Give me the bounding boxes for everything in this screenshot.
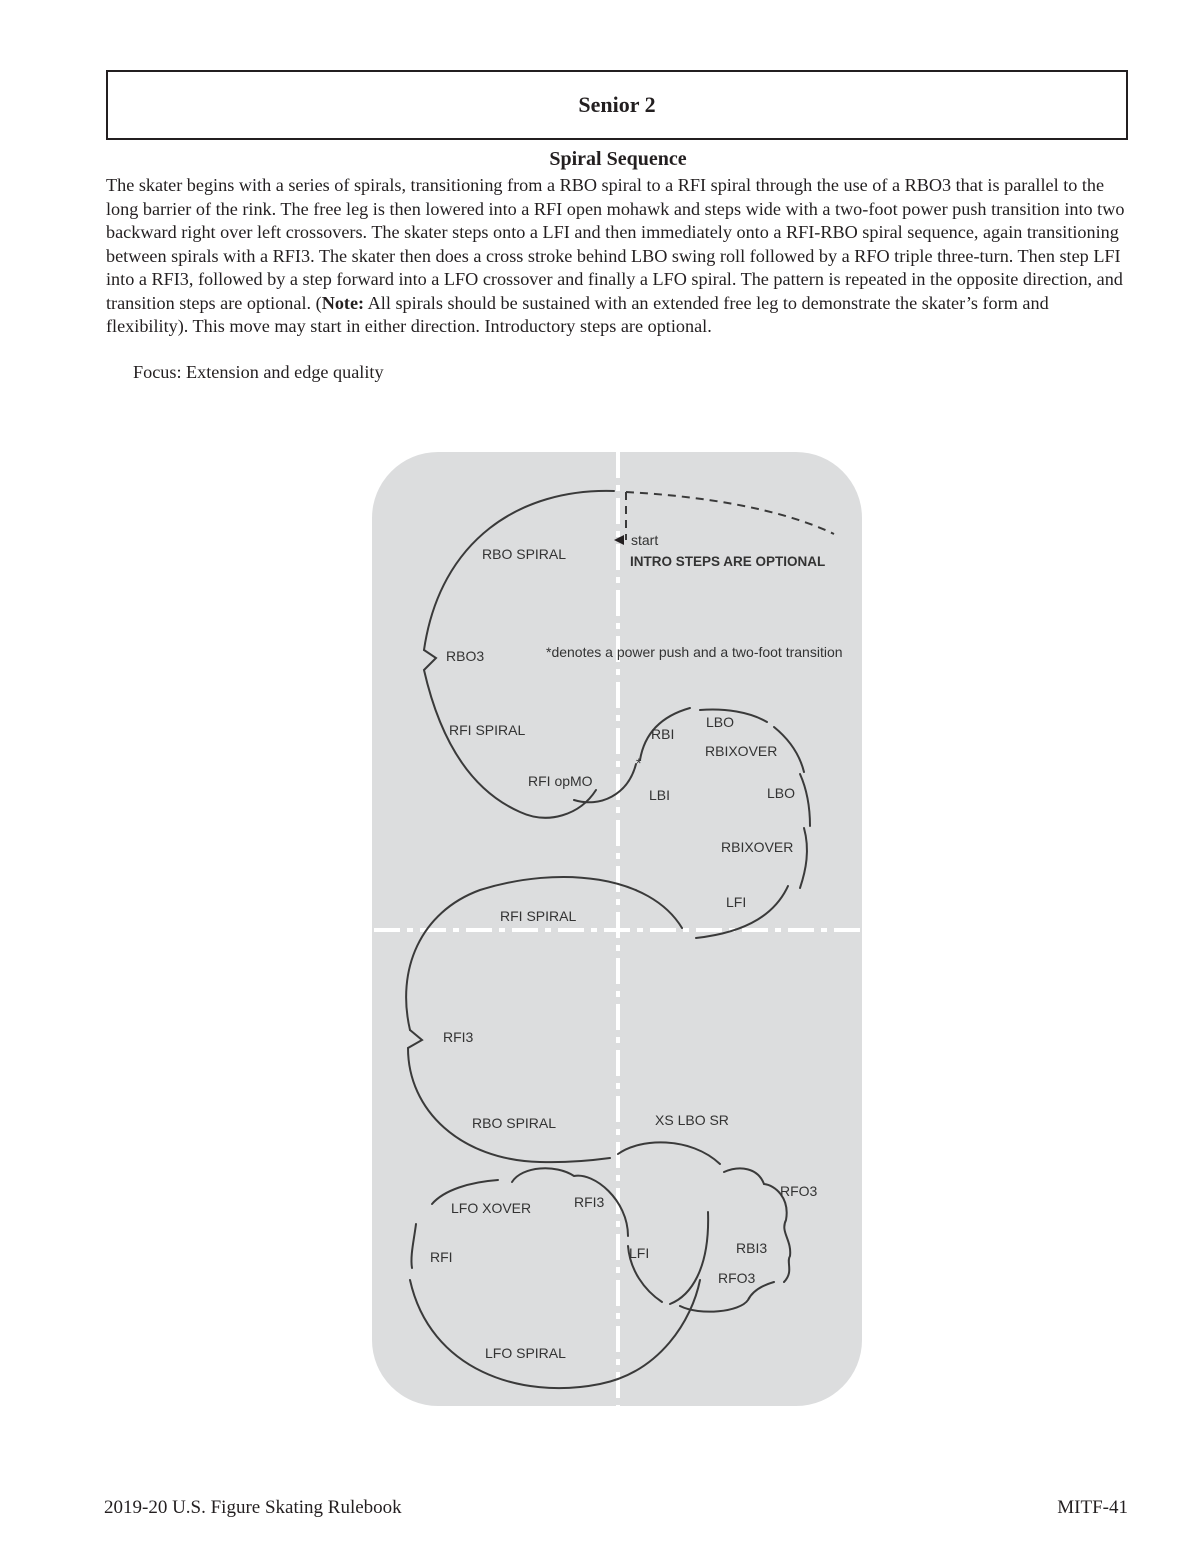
rbi3-curve: [680, 1282, 774, 1312]
label-rbi3: RBI3: [736, 1240, 768, 1256]
label-asterisk-note: *denotes a power push and a two-foot transition: [546, 644, 843, 660]
label-lbo-mid: LBO: [767, 785, 796, 801]
label-rbo-spiral-top: RBO SPIRAL: [482, 546, 567, 562]
label-lfo-spiral: LFO SPIRAL: [485, 1345, 566, 1361]
label-rbo3: RBO3: [446, 648, 485, 664]
body-text-part2: All spirals should be sustained with an extended free leg to demonstrate the skater’s form and flexibility). This move may start in either direction. Introductory steps are optional.: [106, 292, 1049, 336]
label-rfi-spiral-mid: RFI SPIRAL: [500, 908, 577, 924]
lbo-mid-curve: [800, 774, 810, 826]
intro-dashed-curve: [626, 492, 834, 534]
note-label: Note:: [321, 292, 365, 313]
label-lbo-top: LBO: [706, 714, 735, 730]
label-rbixover-mid: RBIXOVER: [721, 839, 794, 855]
body-text-part1: The skater begins with a series of spirals, transitioning from a RBO spiral to a RFI spiral through the use of a RBO3 that is parallel to the long barrier of the rink. The free leg is then lowered into a RFI open mohawk and steps wide with a two-foot power push transition into two backward right over left crossovers. The skater steps onto a LFI and then immediately onto a RFI-RBO spiral sequence, again transitioning between spirals with a RFI3. The skater then does a cross stroke behind LBO swing roll followed by a RFO triple three-turn. Then step LFI into a RFI3, followed by a step forward into a LFO crossover and finally a LFO spiral. The pattern is repeated in the opposite direction, and transition steps are optional. (: [106, 175, 1125, 313]
page-title: Senior 2: [578, 92, 656, 117]
label-rbixover-top: RBIXOVER: [705, 743, 778, 759]
footer-page-number: MITF-41: [1057, 1497, 1128, 1518]
label-rfi-bottom: RFI: [430, 1249, 453, 1265]
rbo-spiral-curve: [424, 491, 614, 650]
label-rfi-spiral-top: RFI SPIRAL: [449, 722, 526, 738]
label-asterisk: *: [636, 755, 642, 771]
label-lfi-bottom: LFI: [629, 1245, 650, 1261]
label-rfi3-left: RFI3: [443, 1029, 474, 1045]
rfo3-bottom-curve: [670, 1212, 708, 1304]
label-lfo-xover: LFO XOVER: [451, 1200, 532, 1216]
label-rfi-opmo: RFI opMO: [528, 773, 593, 789]
rfi3-curve: [408, 1030, 610, 1162]
label-start: start: [631, 532, 659, 548]
label-rfo3-top: RFO3: [780, 1183, 818, 1199]
rbixover-top-curve: [774, 727, 804, 772]
label-intro-steps: INTRO STEPS ARE OPTIONAL: [630, 554, 826, 569]
footer-rulebook: 2019-20 U.S. Figure Skating Rulebook: [104, 1497, 402, 1518]
xs-lbo-sr-curve: [618, 1142, 720, 1164]
label-xs-lbo-sr: XS LBO SR: [655, 1112, 729, 1128]
label-rfo3-bottom: RFO3: [718, 1270, 756, 1286]
rbixover-mid-curve: [800, 828, 807, 888]
label-lfi-top: LFI: [726, 894, 747, 910]
label-rbo-spiral-mid: RBO SPIRAL: [472, 1115, 557, 1131]
label-rfi3-bottom: RFI3: [574, 1194, 605, 1210]
lfo-spiral-curve: [410, 1280, 700, 1388]
label-rbi: RBI: [651, 726, 675, 742]
focus-line: Focus: Extension and edge quality: [133, 362, 384, 382]
rfi-spiral-mid-curve: [406, 877, 682, 1030]
rfi-bottom-curve: [411, 1224, 416, 1268]
label-lbi: LBI: [649, 787, 671, 803]
section-heading: Spiral Sequence: [549, 148, 687, 170]
